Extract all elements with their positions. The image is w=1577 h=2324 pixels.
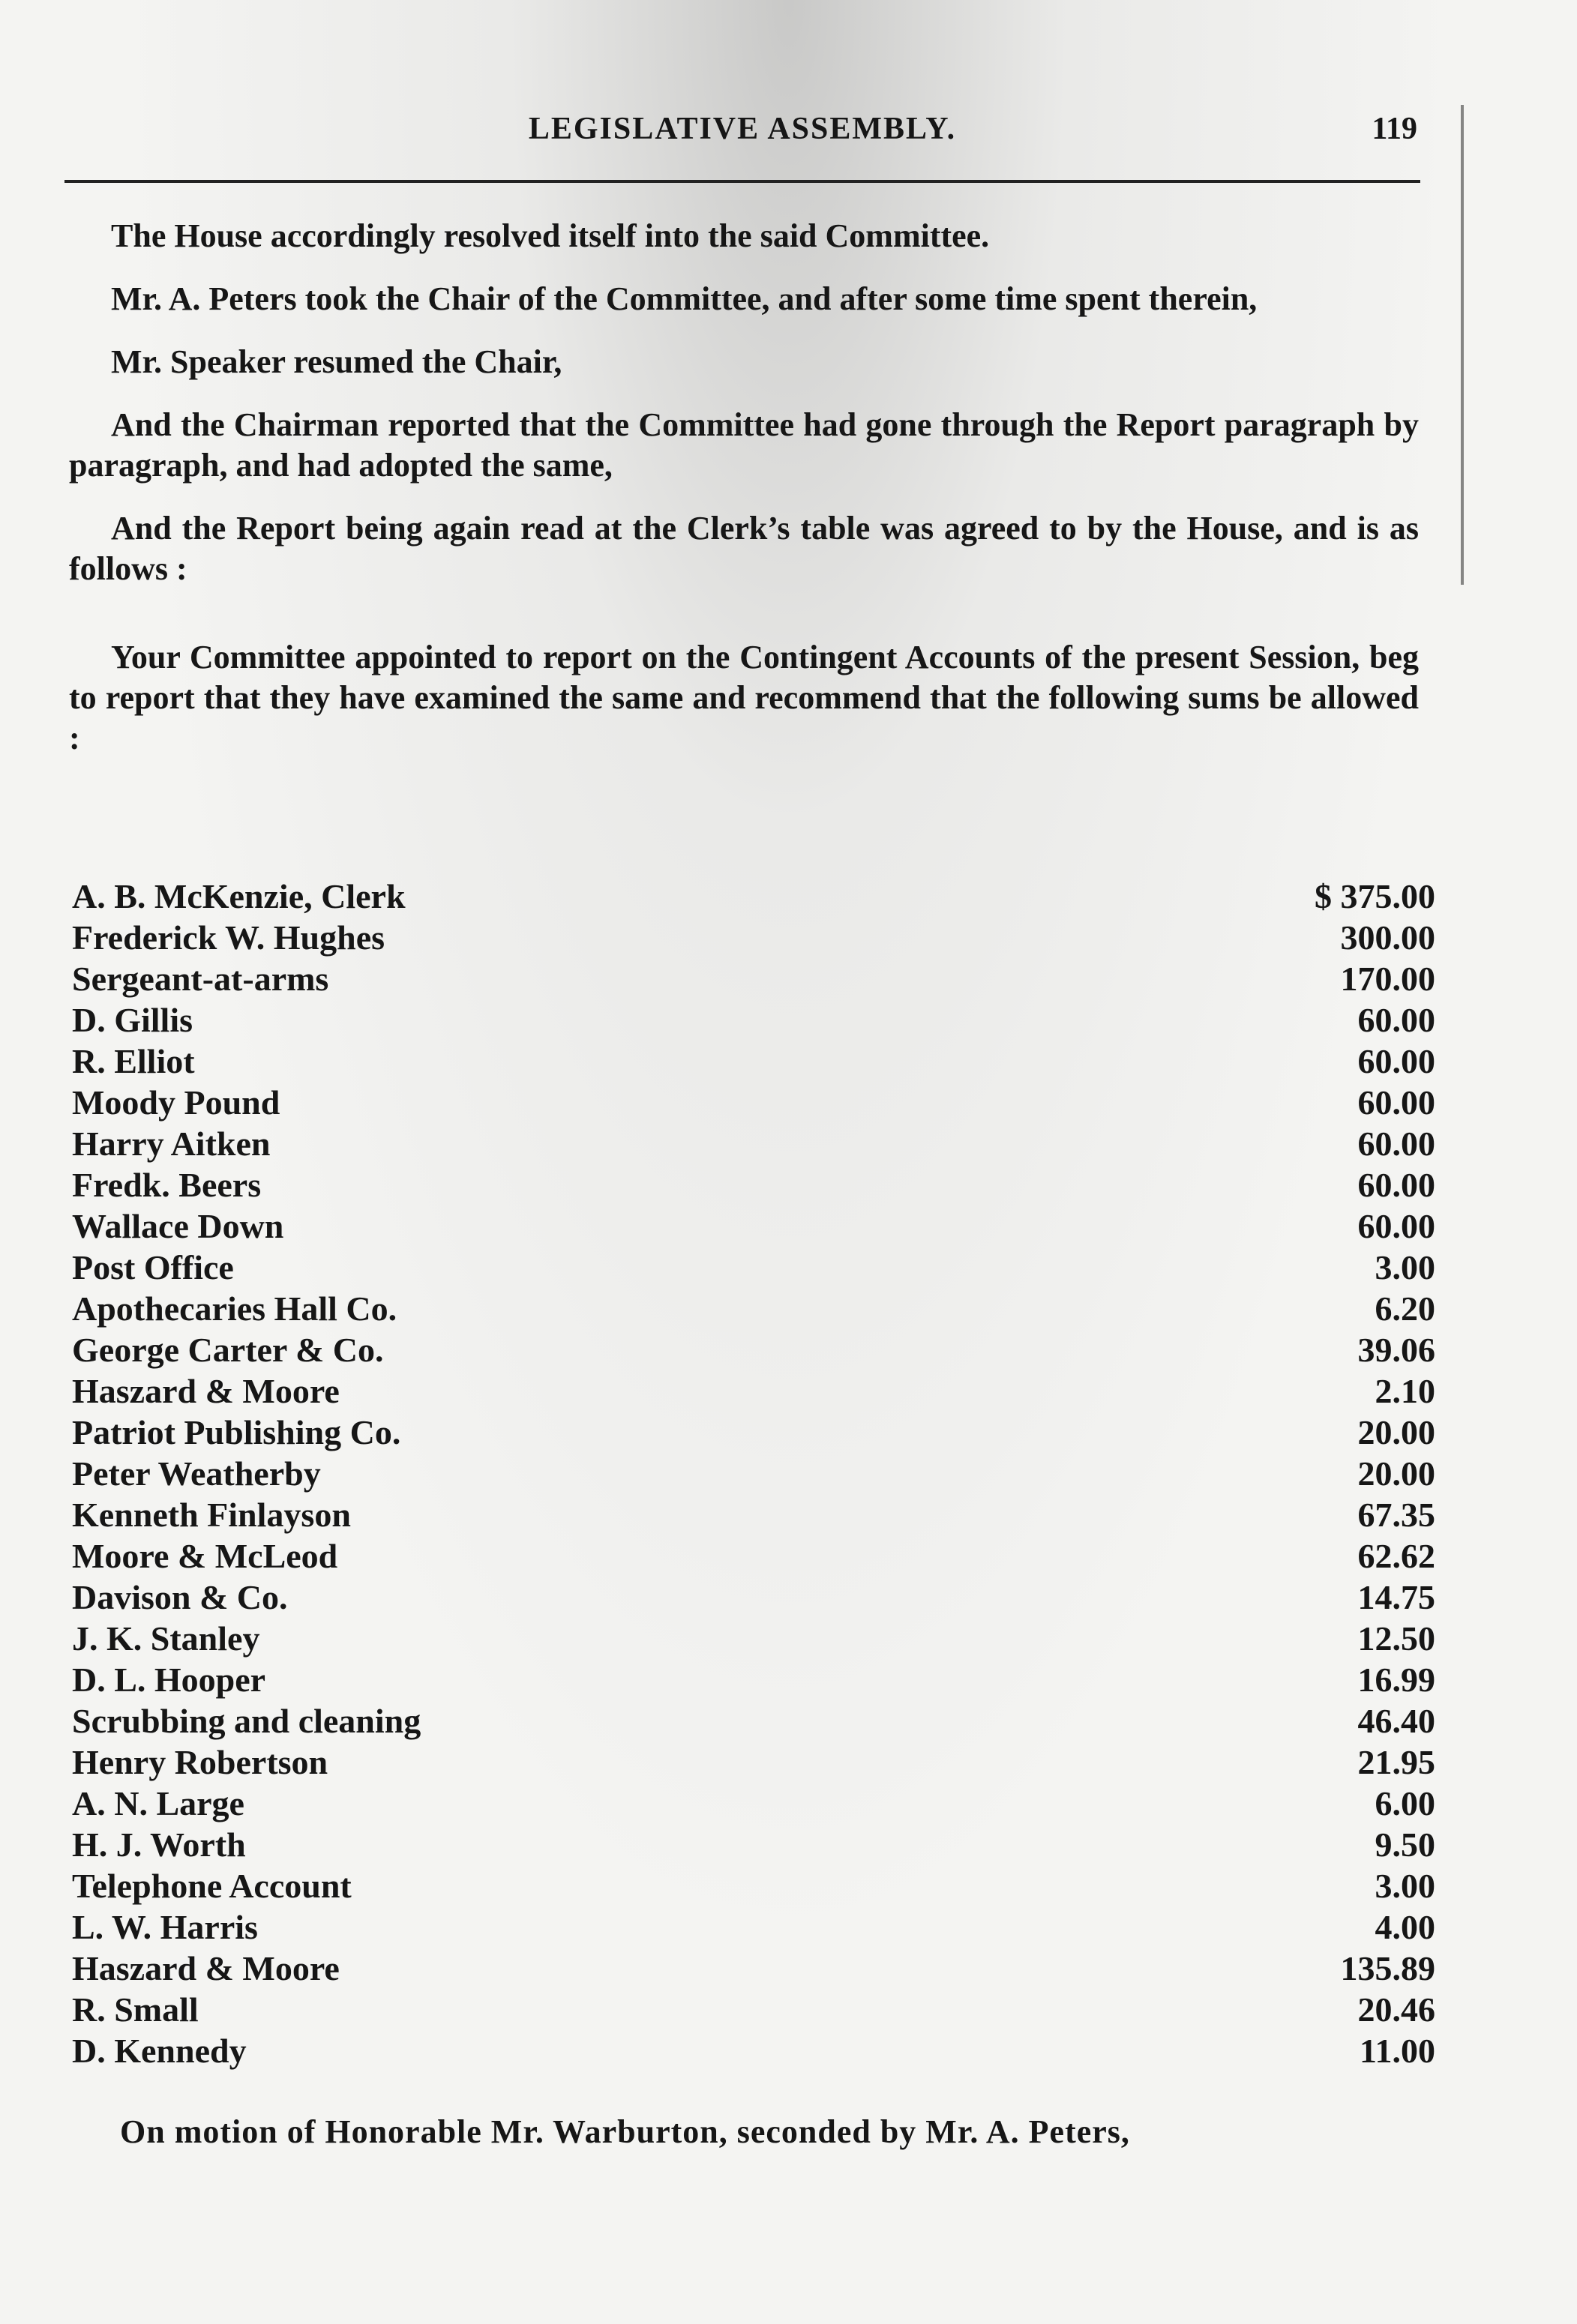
- account-payee: Wallace Down: [72, 1207, 284, 1245]
- account-row: [72, 1123, 1435, 1164]
- account-row: [72, 1742, 1435, 1783]
- account-amount: 60.00: [1357, 1042, 1435, 1080]
- account-row: [72, 999, 1435, 1041]
- account-payee: D. Kennedy: [72, 2032, 247, 2070]
- account-payee: H. J. Worth: [72, 1825, 246, 1864]
- account-row: [72, 1535, 1435, 1577]
- account-row: [72, 1205, 1435, 1247]
- account-payee: Moore & McLeod: [72, 1537, 338, 1575]
- account-payee: A. N. Large: [72, 1784, 244, 1822]
- account-row: [72, 1659, 1435, 1700]
- account-amount: 21.95: [1357, 1743, 1435, 1781]
- account-amount: 20.00: [1357, 1413, 1435, 1451]
- account-row: [72, 876, 1435, 917]
- account-row: [72, 1370, 1435, 1412]
- paragraph-peters-chair: Mr. A. Peters took the Chair of the Committee, and after some time spent therein,: [111, 280, 1258, 317]
- page-header: [67, 111, 1417, 156]
- accounts-list: [72, 876, 1435, 2071]
- account-row: [72, 1948, 1435, 1989]
- account-payee: Harry Aitken: [72, 1125, 271, 1163]
- account-row: [72, 958, 1435, 999]
- account-row: [72, 2030, 1435, 2071]
- account-payee: George Carter & Co.: [72, 1331, 384, 1369]
- binding-edge-mark: [1461, 105, 1464, 585]
- account-row: [72, 1618, 1435, 1659]
- account-row: [72, 1453, 1435, 1494]
- account-payee: D. L. Hooper: [72, 1661, 266, 1699]
- account-amount: 11.00: [1360, 2032, 1435, 2070]
- account-row: [72, 1783, 1435, 1824]
- account-payee: Fredk. Beers: [72, 1166, 262, 1204]
- paragraph-report-agreed: And the Report being again read at the Clerk’s table was agreed to by the House, and is as follows :: [69, 510, 1419, 587]
- account-amount: 46.40: [1357, 1702, 1435, 1740]
- account-payee: Patriot Publishing Co.: [72, 1413, 401, 1451]
- account-amount: 20.00: [1357, 1454, 1435, 1493]
- account-row: [72, 1989, 1435, 2030]
- account-amount: 16.99: [1357, 1661, 1435, 1699]
- account-amount: 39.06: [1357, 1331, 1435, 1369]
- account-row: [72, 1288, 1435, 1329]
- account-row: [72, 1247, 1435, 1288]
- account-amount: 60.00: [1357, 1207, 1435, 1245]
- paragraph-committee-report: Your Committee appointed to report on the Contingent Accounts of the present Session, beg to report that they have examined the same and recommend that the following sums be allowed :: [69, 639, 1419, 756]
- paragraph-chairman-reported: And the Chairman reported that the Committee had gone through the Report paragraph by paragraph, and had adopted the same,: [69, 406, 1419, 484]
- account-payee: Scrubbing and cleaning: [72, 1702, 421, 1740]
- account-amount: 3.00: [1375, 1248, 1435, 1286]
- account-row: [72, 1329, 1435, 1370]
- body-text: [69, 216, 1419, 781]
- account-payee: Post Office: [72, 1248, 234, 1286]
- page-number: 119: [1372, 112, 1417, 146]
- account-amount: 6.00: [1375, 1784, 1435, 1822]
- account-amount: $ 375.00: [1315, 877, 1435, 915]
- paragraph-speaker-resumed: Mr. Speaker resumed the Chair,: [111, 343, 562, 380]
- account-amount: 6.20: [1375, 1289, 1435, 1328]
- account-row: [72, 1865, 1435, 1906]
- account-amount: 67.35: [1357, 1496, 1435, 1534]
- account-amount: 300.00: [1340, 918, 1435, 957]
- account-amount: 62.62: [1357, 1537, 1435, 1575]
- account-row: [72, 1906, 1435, 1948]
- account-payee: D. Gillis: [72, 1001, 193, 1039]
- running-head: LEGISLATIVE ASSEMBLY.: [528, 112, 957, 146]
- account-amount: 60.00: [1357, 1166, 1435, 1204]
- account-payee: Peter Weatherby: [72, 1454, 321, 1493]
- account-amount: 135.89: [1340, 1949, 1435, 1987]
- account-amount: 20.46: [1357, 1990, 1435, 2029]
- account-amount: 4.00: [1375, 1908, 1435, 1946]
- account-payee: Sergeant-at-arms: [72, 960, 329, 998]
- account-row: [72, 1824, 1435, 1865]
- account-payee: R. Elliot: [72, 1042, 195, 1080]
- account-row: [72, 1577, 1435, 1618]
- account-payee: A. B. McKenzie, Clerk: [72, 877, 406, 915]
- account-payee: Telephone Account: [72, 1867, 352, 1905]
- account-row: [72, 1494, 1435, 1535]
- account-row: [72, 1700, 1435, 1742]
- account-amount: 3.00: [1375, 1867, 1435, 1905]
- account-payee: Davison & Co.: [72, 1578, 288, 1616]
- account-payee: Haszard & Moore: [72, 1372, 340, 1410]
- account-amount: 170.00: [1340, 960, 1435, 998]
- account-payee: Haszard & Moore: [72, 1949, 340, 1987]
- account-row: [72, 1164, 1435, 1205]
- closing-motion: On motion of Honorable Mr. Warburton, seconded by Mr. A. Peters,: [120, 2113, 1130, 2150]
- account-payee: Henry Robertson: [72, 1743, 328, 1781]
- account-payee: Apothecaries Hall Co.: [72, 1289, 397, 1328]
- account-amount: 60.00: [1357, 1001, 1435, 1039]
- account-amount: 60.00: [1357, 1125, 1435, 1163]
- account-amount: 12.50: [1357, 1619, 1435, 1658]
- header-rule: [64, 180, 1420, 183]
- account-payee: Kenneth Finlayson: [72, 1496, 351, 1534]
- account-payee: L. W. Harris: [72, 1908, 258, 1946]
- account-payee: R. Small: [72, 1990, 199, 2029]
- account-row: [72, 917, 1435, 958]
- account-amount: 9.50: [1375, 1825, 1435, 1864]
- account-amount: 14.75: [1357, 1578, 1435, 1616]
- paragraph-committee-resolved: The House accordingly resolved itself into the said Committee.: [111, 217, 990, 254]
- account-row: [72, 1412, 1435, 1453]
- account-payee: Frederick W. Hughes: [72, 918, 385, 957]
- account-payee: Moody Pound: [72, 1083, 280, 1122]
- account-payee: J. K. Stanley: [72, 1619, 260, 1658]
- account-amount: 2.10: [1375, 1372, 1435, 1410]
- account-row: [72, 1041, 1435, 1082]
- account-row: [72, 1082, 1435, 1123]
- account-amount: 60.00: [1357, 1083, 1435, 1122]
